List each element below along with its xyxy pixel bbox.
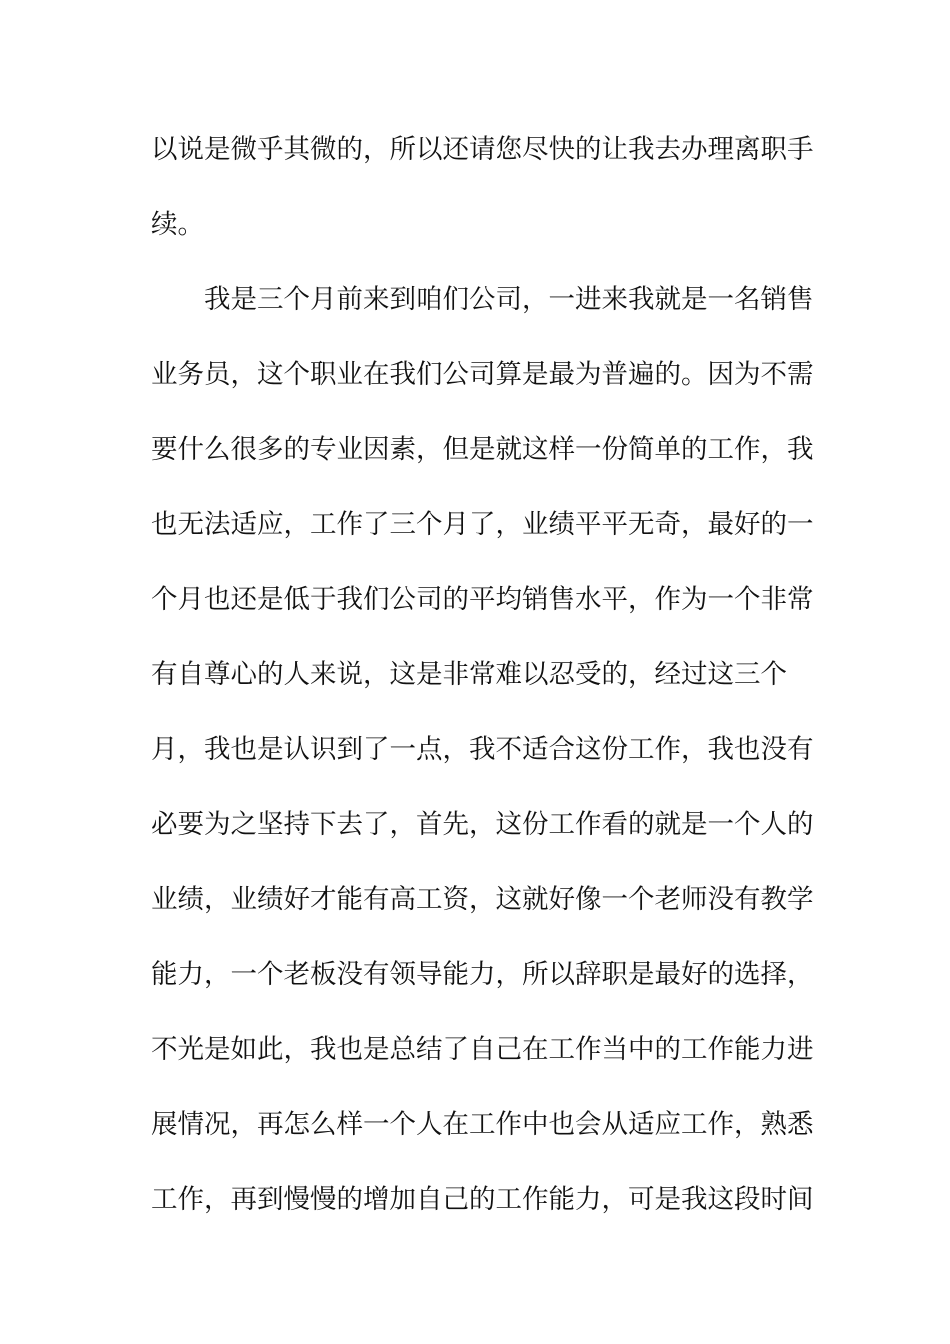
text-line-9: 月，我也是认识到了一点，我不适合这份工作，我也没有 <box>151 734 814 765</box>
text-line-4: 业务员，这个职业在我们公司算是最为普遍的。因为不需 <box>151 359 814 390</box>
text-line-5: 要什么很多的专业因素，但是就这样一份简单的工作，我 <box>151 434 814 465</box>
text-line-15: 工作，再到慢慢的增加自己的工作能力，可是我这段时间 <box>151 1184 814 1215</box>
text-line-12: 能力，一个老板没有领导能力，所以辞职是最好的选择， <box>151 959 814 990</box>
text-line-7: 个月也还是低于我们公司的平均销售水平，作为一个非常 <box>151 584 814 615</box>
text-line-3-paragraph-start: 我是三个月前来到咱们公司，一进来我就是一名销售 <box>204 284 814 315</box>
text-line-11: 业绩，业绩好才能有高工资，这就好像一个老师没有教学 <box>151 884 814 915</box>
text-line-2: 续。 <box>151 209 204 240</box>
text-line-6: 也无法适应，工作了三个月了，业绩平平无奇，最好的一 <box>151 509 814 540</box>
text-line-1: 以说是微乎其微的，所以还请您尽快的让我去办理离职手 <box>151 134 814 165</box>
text-line-8: 有自尊心的人来说，这是非常难以忍受的，经过这三个 <box>151 659 787 690</box>
text-line-13: 不光是如此，我也是总结了自己在工作当中的工作能力进 <box>151 1034 814 1065</box>
text-line-10: 必要为之坚持下去了，首先，这份工作看的就是一个人的 <box>151 809 814 840</box>
text-line-14: 展情况，再怎么样一个人在工作中也会从适应工作，熟悉 <box>151 1109 814 1140</box>
